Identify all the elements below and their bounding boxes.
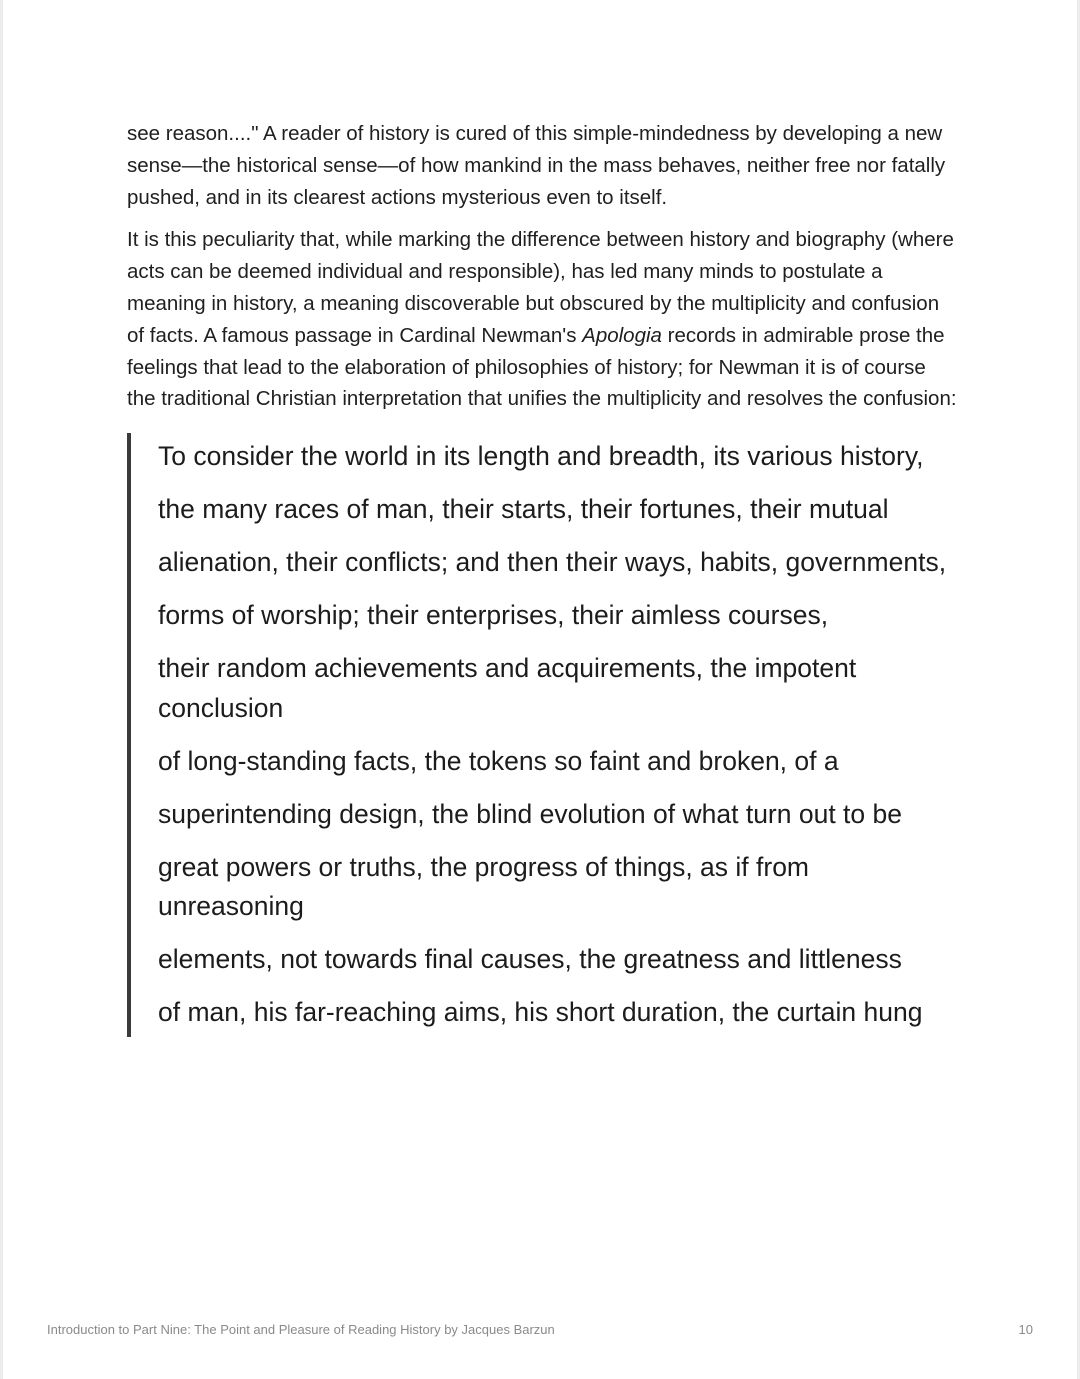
blockquote-line: their random achievements and acquirements, the impotent conclusion bbox=[158, 653, 857, 723]
blockquote bbox=[127, 433, 957, 1037]
page-number: 10 bbox=[1018, 1322, 1033, 1337]
blockquote-line: elements, not towards final causes, the greatness and littleness bbox=[158, 944, 902, 975]
page-content bbox=[127, 118, 957, 1037]
paragraph-2-italic-title: Apologia bbox=[582, 323, 662, 347]
footer-title: Introduction to Part Nine: The Point and Pleasure of Reading History by Jacques Barzun bbox=[47, 1322, 555, 1337]
paragraph-2 bbox=[127, 224, 957, 415]
paragraph-1-text: see reason...." A reader of history is cured of this simple-mindedness by developing a new sense—the historical sense—of how mankind in the mass behaves, neither free nor fatally pushed, and in its clearest actions mysterious even to itself. bbox=[127, 122, 946, 209]
page-left-edge bbox=[0, 0, 3, 1379]
paragraph-2-text-start: It is this peculiarity that, while marking the difference between history and biography (where acts can be deemed individual and responsible), has led many minds to postulate a meaning in history, a meaning discoverable but obscured by the multiplicity and confusion of facts. A famous passage in Cardinal Newman's bbox=[127, 228, 954, 347]
blockquote-line: To consider the world in its length and breadth, its various history, bbox=[158, 441, 924, 472]
paragraph-1 bbox=[127, 118, 957, 213]
blockquote-line: superintending design, the blind evolution of what turn out to be bbox=[158, 798, 902, 829]
paragraph-2-text-end: records in admirable prose the feelings that lead to the elaboration of philosophies of history; for Newman it is of course the traditional Christian interpretation that unifies the multiplicity and resolves the confusion: bbox=[127, 323, 957, 411]
blockquote-line: great powers or truths, the progress of things, as if from unreasoning bbox=[158, 851, 810, 922]
blockquote-line: the many races of man, their starts, their fortunes, their mutual bbox=[158, 494, 889, 525]
blockquote-line: of man, his far-reaching aims, his short duration, the curtain hung bbox=[158, 997, 923, 1028]
page-footer bbox=[47, 1322, 1033, 1342]
blockquote-line: of long-standing facts, the tokens so faint and broken, of a bbox=[158, 745, 839, 776]
blockquote-line: alienation, their conflicts; and then their ways, habits, governments, bbox=[158, 547, 947, 578]
blockquote-line: forms of worship; their enterprises, their aimless courses, bbox=[158, 600, 829, 631]
